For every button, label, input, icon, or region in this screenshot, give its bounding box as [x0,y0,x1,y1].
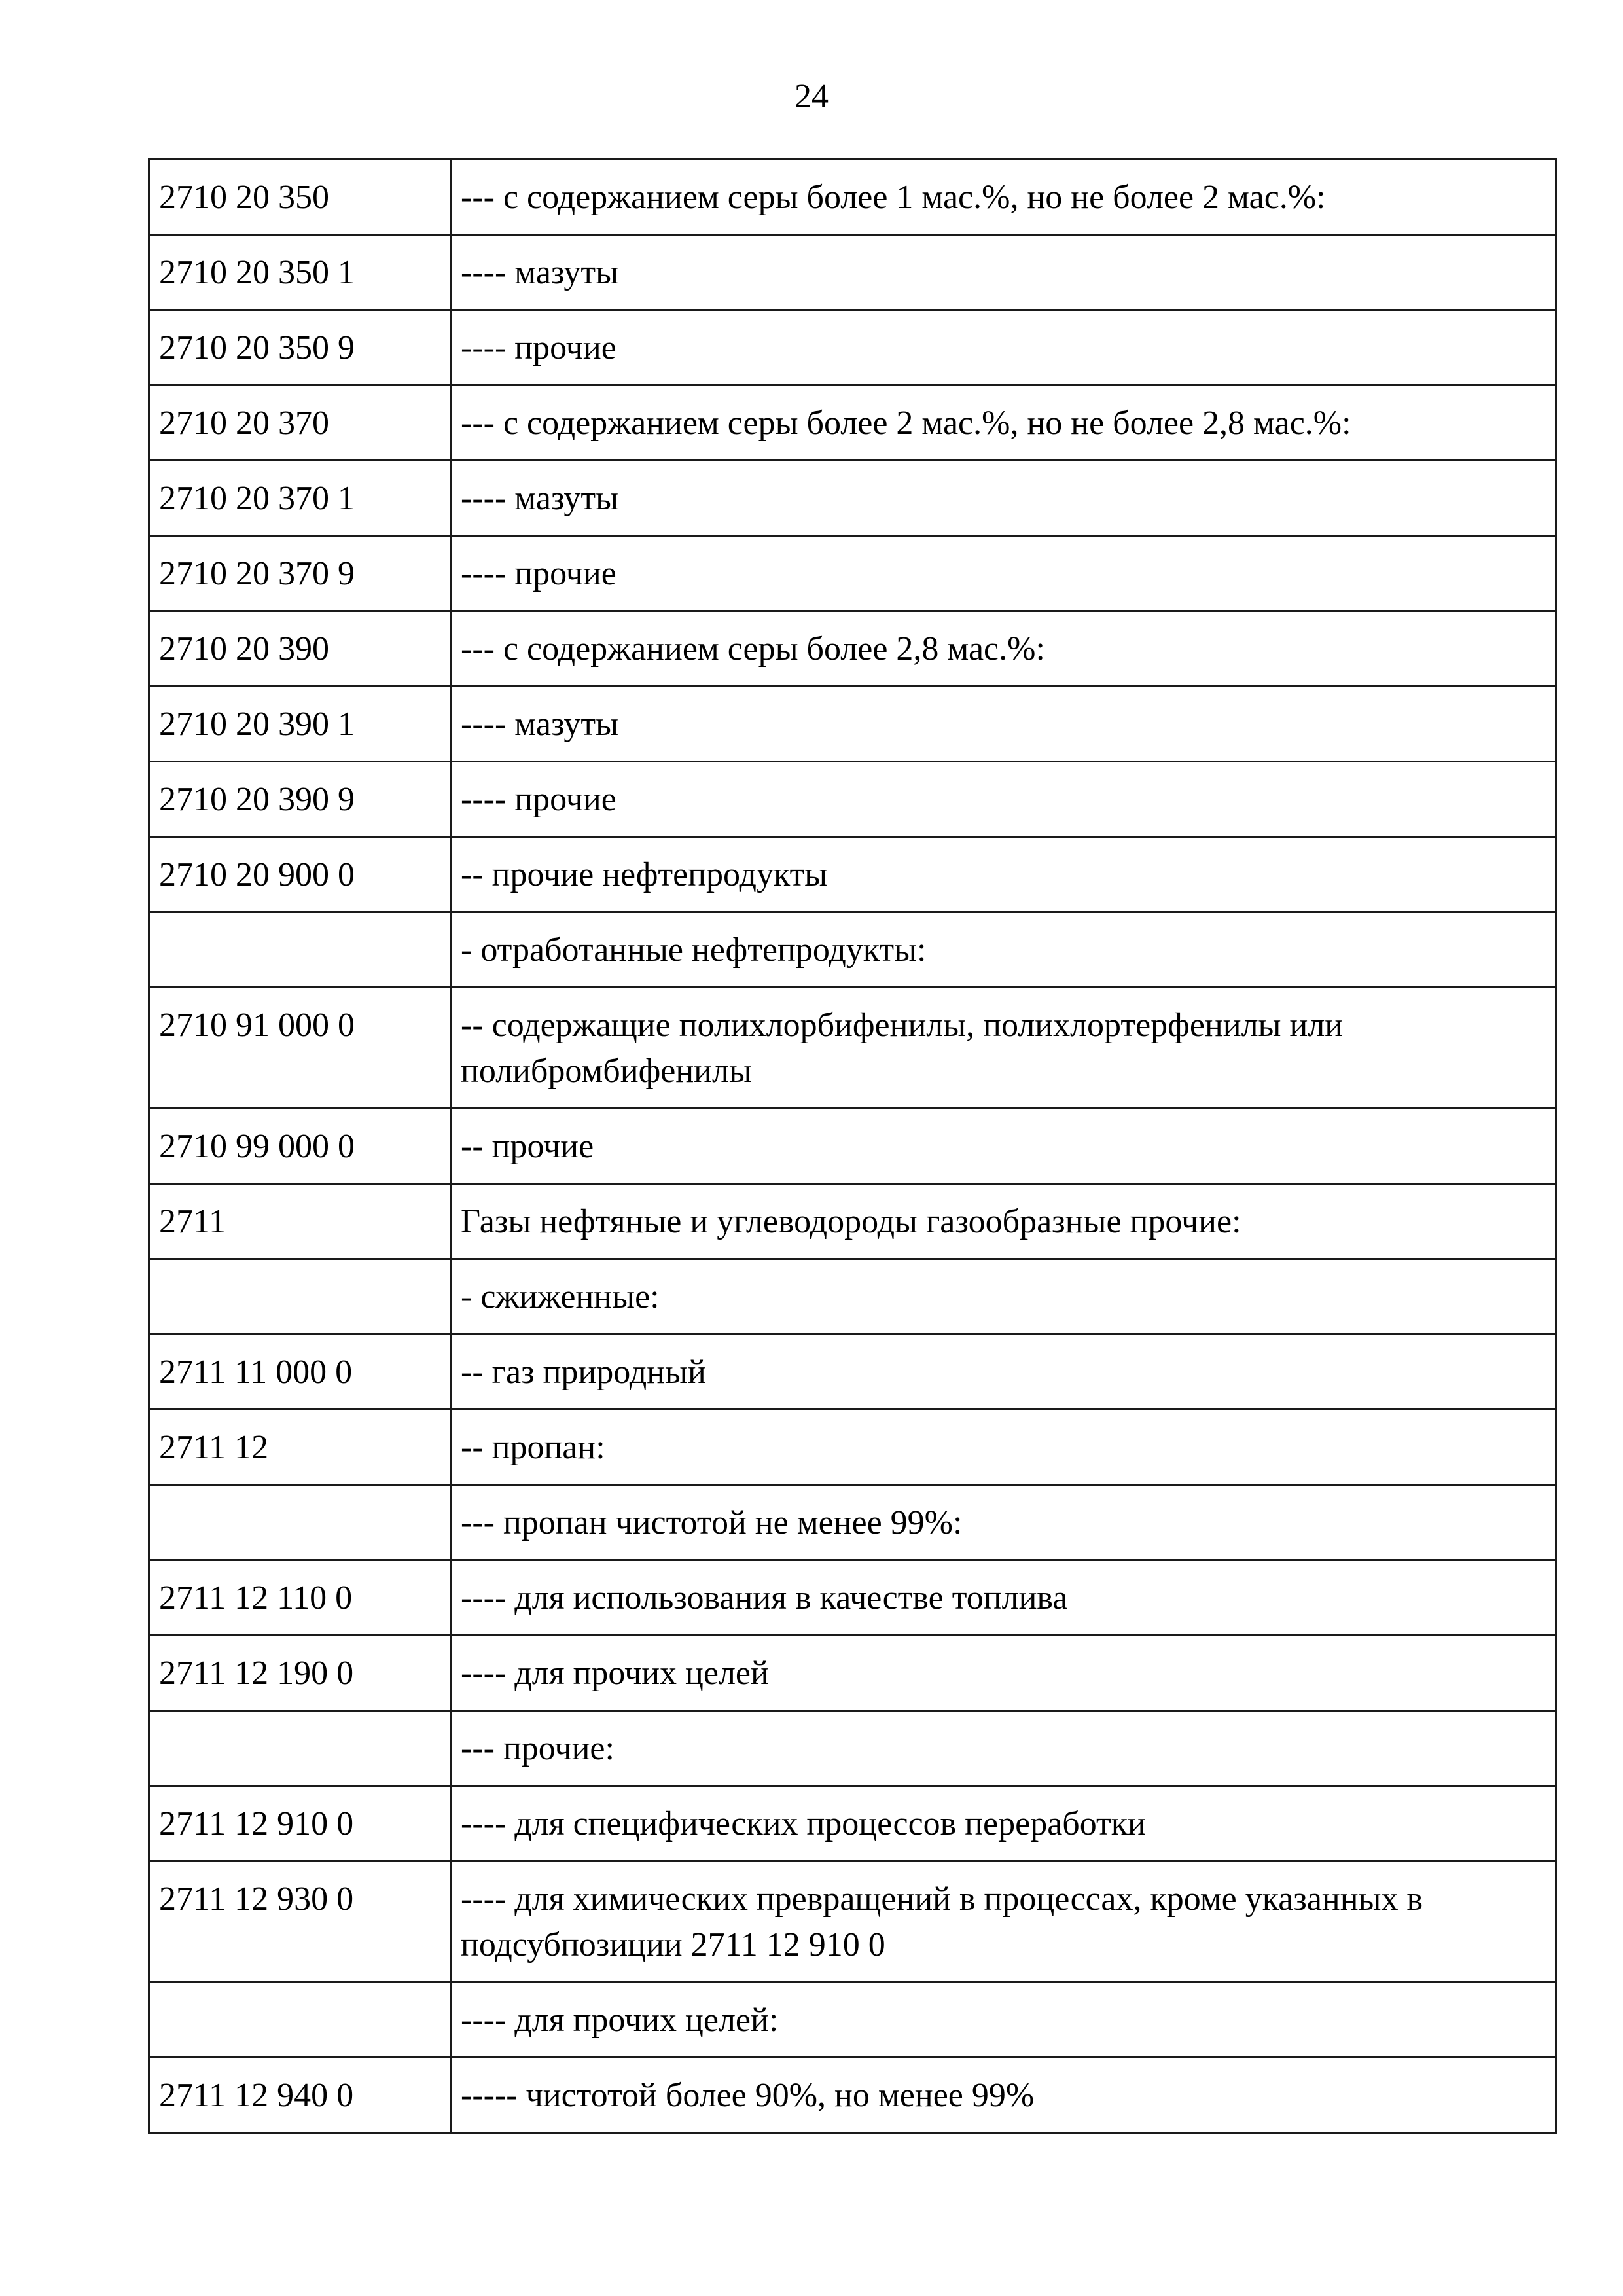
description-cell: ---- для использования в качестве топлива [451,1560,1556,1636]
table-row [149,235,1556,310]
table-row [149,310,1556,386]
description-cell: Газы нефтяные и углеводороды газообразные прочие: [451,1184,1556,1259]
code-cell: 2711 12 110 0 [149,1560,451,1636]
code-cell: 2711 12 [149,1410,451,1485]
table-row [149,160,1556,235]
table-row [149,1786,1556,1861]
code-cell: 2710 20 350 1 [149,235,451,310]
code-cell: 2710 20 390 [149,611,451,687]
code-cell [149,1711,451,1786]
description-cell: ---- прочие [451,310,1556,386]
description-cell: ---- для химических превращений в процессах, кроме указанных в подсубпозиции 2711 12 910 0 [451,1861,1556,1982]
table-row [149,1184,1556,1259]
table-row [149,2058,1556,2133]
code-cell: 2710 20 350 9 [149,310,451,386]
description-cell: ---- мазуты [451,687,1556,762]
description-cell: -- газ природный [451,1335,1556,1410]
code-cell [149,1982,451,2058]
table-row [149,1560,1556,1636]
code-cell: 2710 20 370 9 [149,536,451,611]
description-cell: - сжиженные: [451,1259,1556,1335]
page-number: 24 [794,78,829,115]
description-cell: ---- прочие [451,762,1556,837]
description-cell: --- пропан чистотой не менее 99%: [451,1485,1556,1560]
table-row [149,687,1556,762]
code-cell: 2710 20 370 [149,386,451,461]
description-cell: --- с содержанием серы более 2 мас.%, но не более 2,8 мас.%: [451,386,1556,461]
code-cell: 2710 91 000 0 [149,988,451,1109]
code-cell: 2710 99 000 0 [149,1109,451,1184]
table-row [149,1711,1556,1786]
code-cell: 2710 20 350 [149,160,451,235]
code-cell: 2711 12 930 0 [149,1861,451,1982]
description-cell: ---- прочие [451,536,1556,611]
code-cell [149,1259,451,1335]
code-cell: 2711 [149,1184,451,1259]
table-row [149,762,1556,837]
table-row [149,611,1556,687]
code-cell [149,1485,451,1560]
code-cell [149,912,451,988]
code-cell: 2711 12 940 0 [149,2058,451,2133]
description-cell: -- прочие нефтепродукты [451,837,1556,912]
table-row [149,988,1556,1109]
code-cell: 2710 20 390 9 [149,762,451,837]
table-row [149,1636,1556,1711]
table-row [149,386,1556,461]
description-cell: ---- мазуты [451,461,1556,536]
code-cell: 2711 11 000 0 [149,1335,451,1410]
description-cell: ---- для прочих целей [451,1636,1556,1711]
table-row [149,1861,1556,1982]
table-row [149,1109,1556,1184]
description-cell: --- с содержанием серы более 1 мас.%, но не более 2 мас.%: [451,160,1556,235]
description-cell: ----- чистотой более 90%, но менее 99% [451,2058,1556,2133]
table-row [149,1259,1556,1335]
table-row [149,912,1556,988]
code-cell: 2710 20 390 1 [149,687,451,762]
table-row [149,461,1556,536]
code-cell: 2710 20 900 0 [149,837,451,912]
description-cell: -- прочие [451,1109,1556,1184]
code-cell: 2711 12 910 0 [149,1786,451,1861]
description-cell: ---- для специфических процессов переработки [451,1786,1556,1861]
description-cell: - отработанные нефтепродукты: [451,912,1556,988]
table-row [149,536,1556,611]
table-row [149,1335,1556,1410]
description-cell: -- содержащие полихлорбифенилы, полихлортерфенилы или полибромбифенилы [451,988,1556,1109]
tariff-code-table [148,158,1557,2134]
table-row [149,1485,1556,1560]
code-cell: 2711 12 190 0 [149,1636,451,1711]
description-cell: --- с содержанием серы более 2,8 мас.%: [451,611,1556,687]
description-cell: -- пропан: [451,1410,1556,1485]
description-cell: ---- для прочих целей: [451,1982,1556,2058]
description-cell: ---- мазуты [451,235,1556,310]
code-cell: 2710 20 370 1 [149,461,451,536]
description-cell: --- прочие: [451,1711,1556,1786]
table-row [149,1982,1556,2058]
table-row [149,1410,1556,1485]
table-row [149,837,1556,912]
